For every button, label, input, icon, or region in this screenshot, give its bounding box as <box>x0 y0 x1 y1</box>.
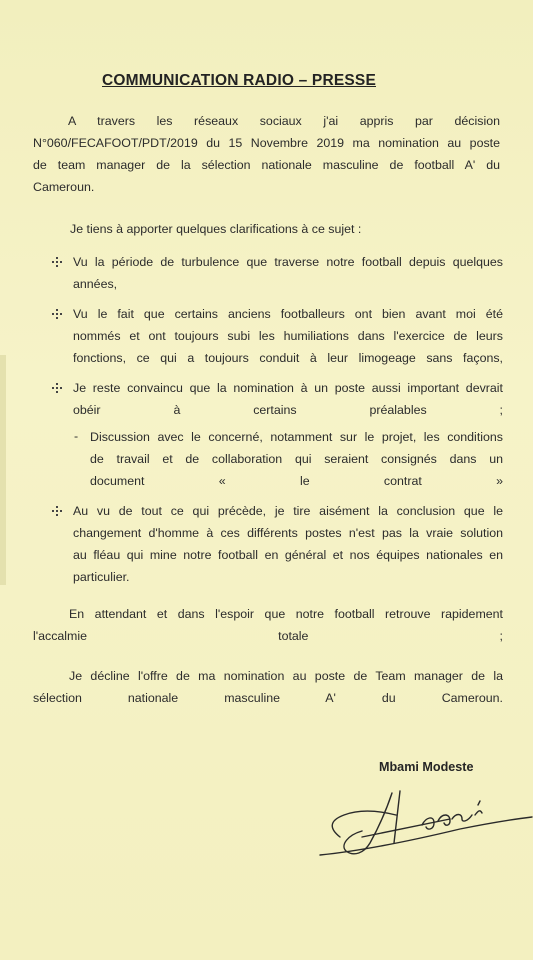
sub-item-line-2: de travail et de collaboration qui seraient consignés dans un <box>90 452 503 466</box>
sub-item-line-1: Discussion avec le concerné, notamment sur le projet, les conditions <box>90 430 503 444</box>
diamond-bullet-icon <box>52 309 62 322</box>
bullet-4-line-2: changement d'homme à ces différents postes n'est pas la vraie solution <box>73 526 503 540</box>
bullet-4-line-4: particulier. <box>73 570 130 584</box>
intro-line-2: N°060/FECAFOOT/PDT/2019 du 15 Novembre 2019 ma nomination au poste <box>33 136 500 150</box>
intro-line-1: A travers les réseaux sociaux j'ai appris par décision <box>68 114 500 128</box>
intro-paragraph <box>33 110 500 198</box>
waiting-line-1: En attendant et dans l'espoir que notre football retrouve rapidement <box>69 607 503 621</box>
clarification-text: Je tiens à apporter quelques clarifications à ce sujet : <box>70 222 362 236</box>
bullet-1-line-2: années, <box>73 277 118 291</box>
decline-line-1: Je décline l'offre de ma nomination au poste de Team manager de la <box>69 669 503 683</box>
handwritten-signature <box>300 785 533 875</box>
signer-name: Mbami Modeste <box>379 760 474 774</box>
decline-paragraph <box>33 665 503 709</box>
letter-title: COMMUNICATION RADIO – PRESSE <box>102 72 376 89</box>
bullet-item-2 <box>73 303 503 369</box>
bullet-3-line-2: obéir à certains préalables ; <box>73 403 503 417</box>
bullet-4-line-1: Au vu de tout ce qui précède, je tire aisément la conclusion que le <box>73 504 503 518</box>
bullet-2-line-2: nommés et ont toujours subi les humiliations dans l'exercice de leurs <box>73 329 503 343</box>
bullet-item-1 <box>73 251 503 295</box>
sub-item <box>90 426 503 492</box>
paper-edge <box>0 355 6 585</box>
decline-line-2: sélection nationale masculine A' du Cameroun. <box>33 691 503 705</box>
intro-line-4: Cameroun. <box>33 180 95 194</box>
bullet-3-line-1: Je reste convaincu que la nomination à un poste aussi important devrait <box>73 381 503 395</box>
diamond-bullet-icon <box>52 383 62 396</box>
sub-item-dash: - <box>74 429 79 443</box>
bullet-item-4 <box>73 500 503 588</box>
bullet-2-line-3: fonctions, ce qui a toujours conduit à leur limogeage sans façons, <box>73 351 503 365</box>
sub-item-line-3: document « le contrat » <box>90 474 503 488</box>
bullet-2-line-1: Vu le fait que certains anciens footballeurs ont bien avant moi été <box>73 307 503 321</box>
waiting-paragraph <box>33 603 503 647</box>
waiting-line-2: l'accalmie totale ; <box>33 629 503 643</box>
diamond-bullet-icon <box>52 257 62 270</box>
diamond-bullet-icon <box>52 506 62 519</box>
bullet-item-3 <box>73 377 503 421</box>
intro-line-3: de team manager de la sélection nationale masculine de football A' du <box>33 158 500 172</box>
clarification-line <box>70 218 490 240</box>
bullet-1-line-1: Vu la période de turbulence que traverse notre football depuis quelques <box>73 255 503 269</box>
bullet-4-line-3: au fléau qui mine notre football en général et nos équipes nationales en <box>73 548 503 562</box>
